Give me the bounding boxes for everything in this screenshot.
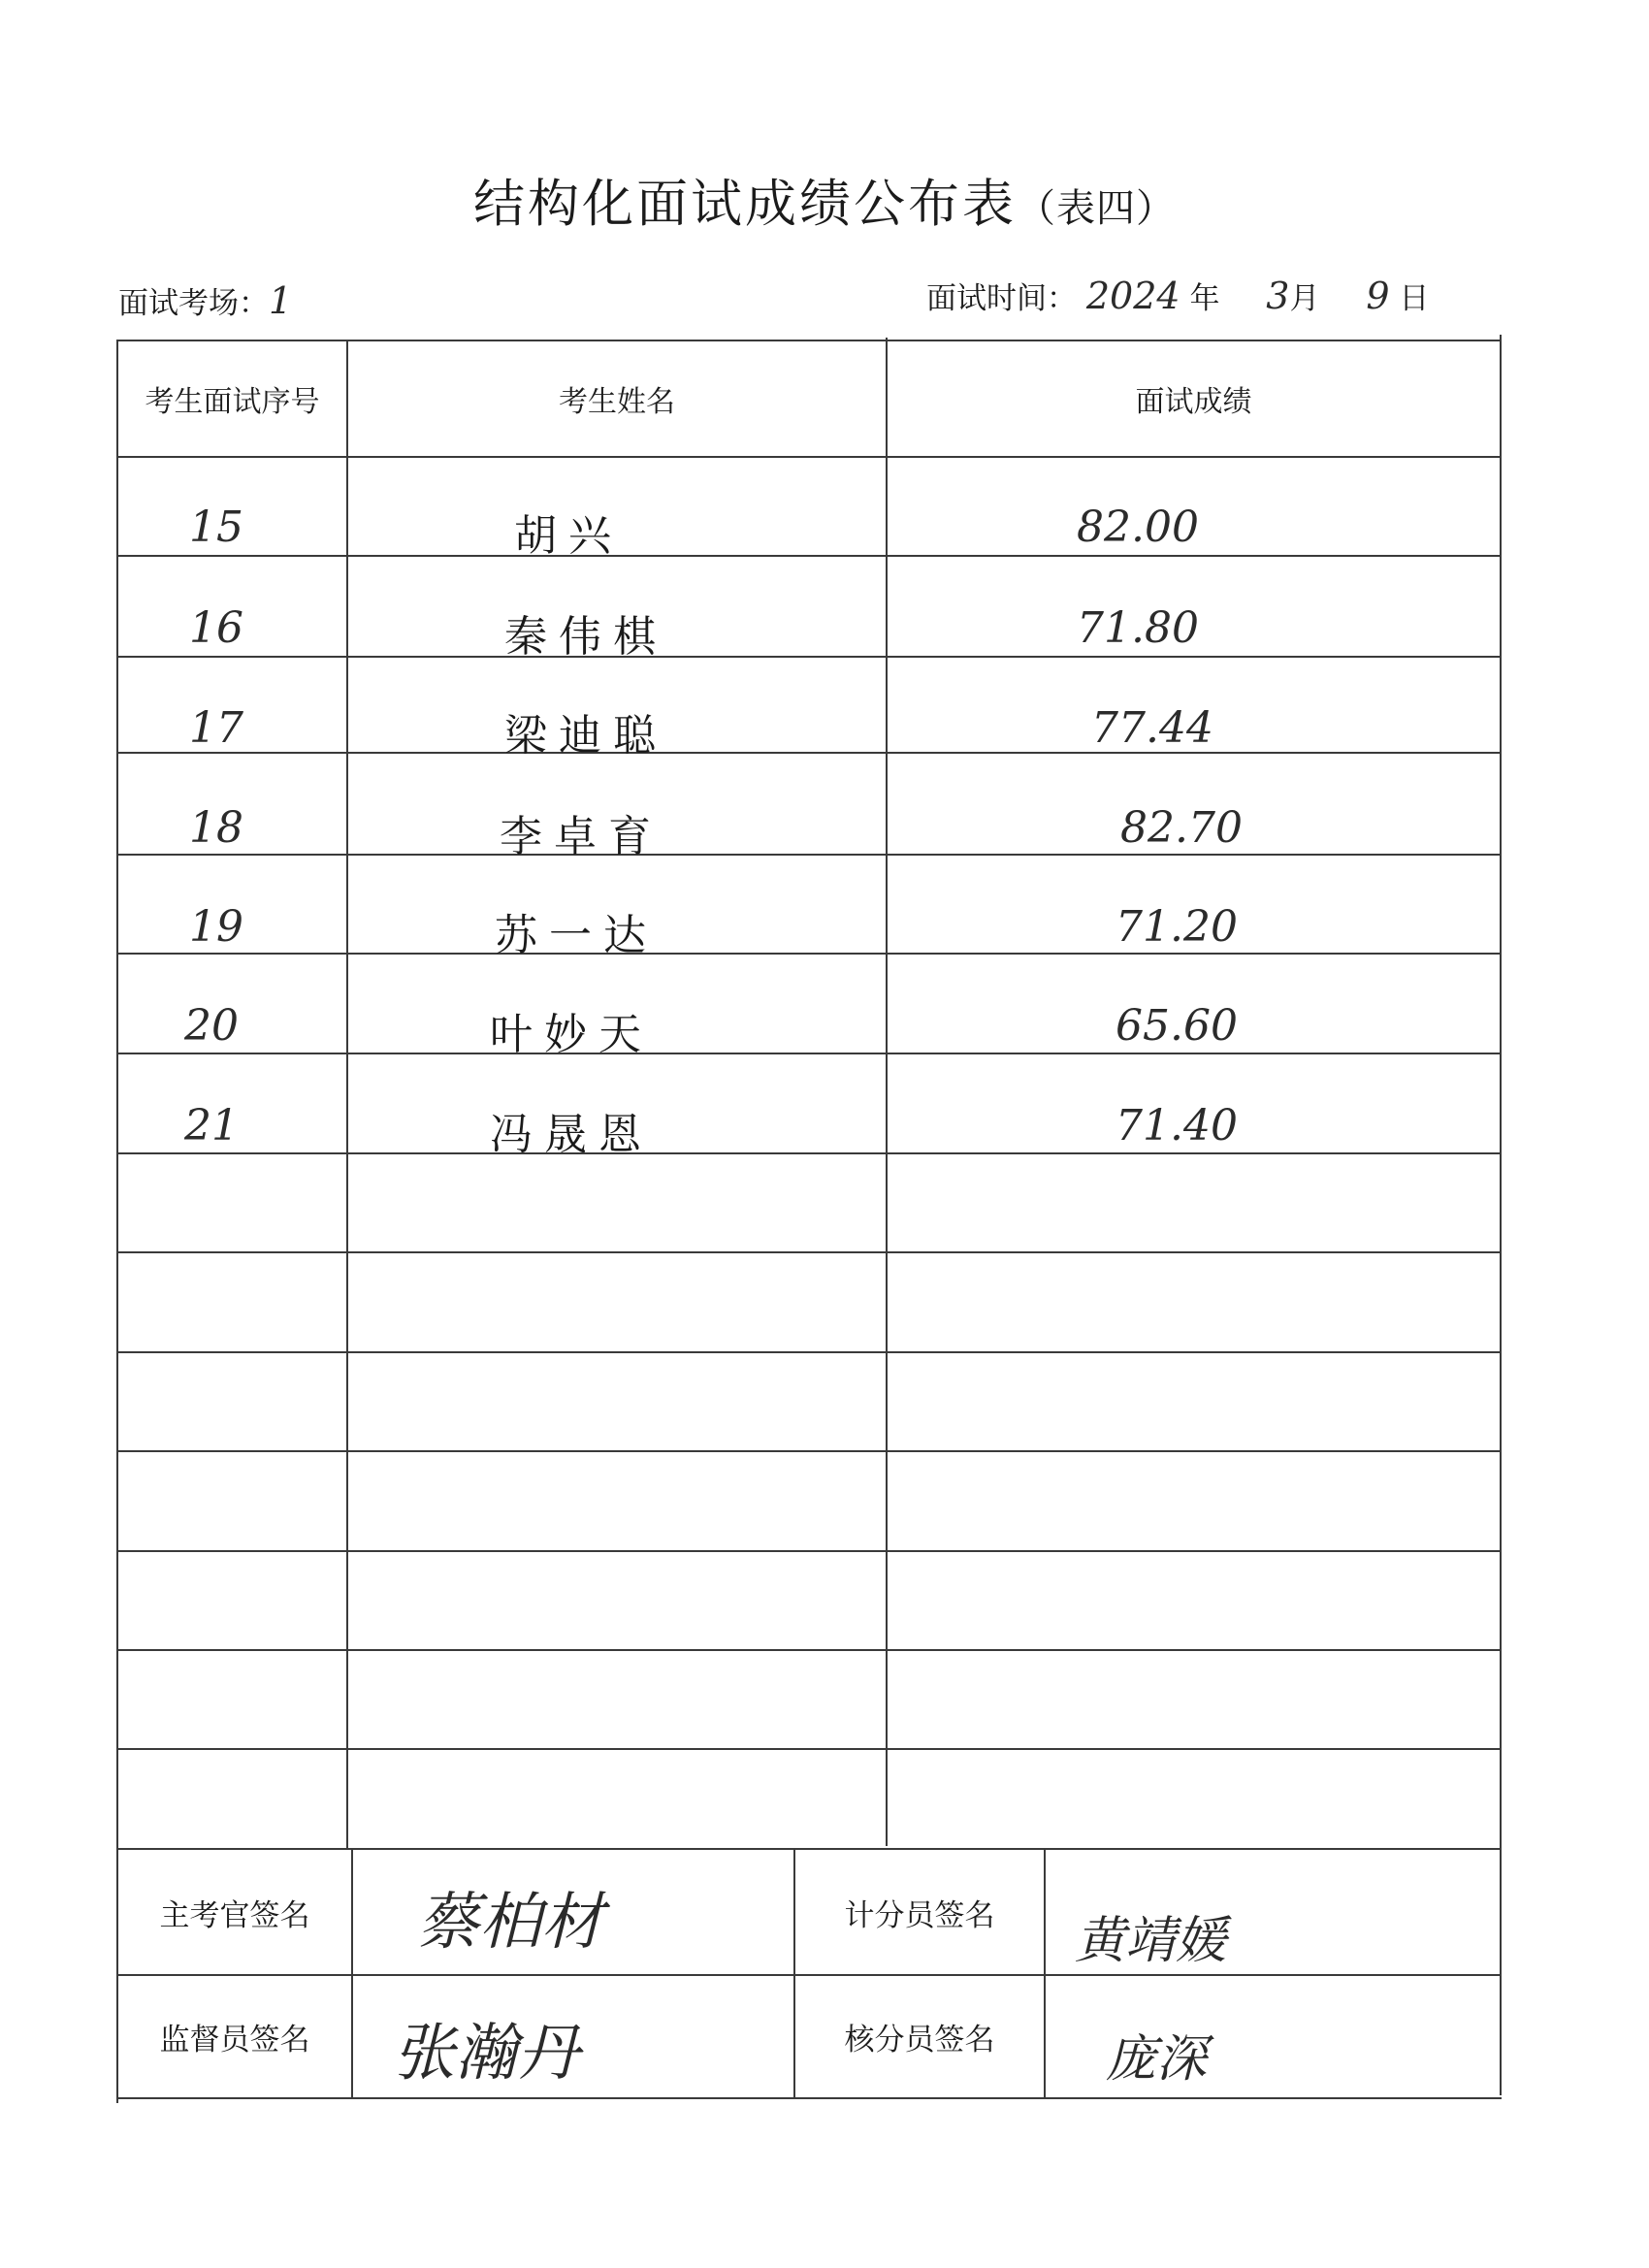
row-line — [116, 1152, 1502, 1154]
row-score: 82.70 — [1120, 803, 1243, 853]
row-line — [116, 456, 1502, 458]
sig-divider-3 — [1044, 1848, 1046, 2097]
venue-label: 面试考场： — [118, 286, 269, 321]
row-seq: 20 — [184, 1001, 239, 1051]
row-line — [116, 854, 1502, 856]
date-year-unit: 年 — [1189, 281, 1220, 316]
table-border-right — [1500, 335, 1502, 2095]
chief-examiner-signature: 蔡柏材 — [417, 1887, 603, 1959]
page-title — [0, 163, 1649, 237]
row-line — [116, 1251, 1502, 1253]
supervisor-signature: 张瀚丹 — [393, 2018, 579, 2090]
header-name: 考生姓名 — [559, 385, 675, 419]
row-line — [116, 1450, 1502, 1452]
checker-label: 核分员签名 — [844, 2023, 995, 2057]
row-score: 77.44 — [1091, 703, 1213, 753]
row-name: 秦伟棋 — [504, 612, 667, 662]
row-seq: 21 — [184, 1101, 239, 1150]
row-score: 71.20 — [1116, 902, 1238, 952]
checker-signature: 庞深 — [1106, 2030, 1208, 2089]
header-score: 面试成绩 — [1135, 385, 1252, 419]
time-label: 面试时间： — [926, 281, 1077, 316]
title-text: 结构化面试成绩公布表 — [473, 175, 1017, 234]
col-divider-2 — [886, 338, 888, 1846]
date-day-unit: 日 — [1399, 281, 1430, 316]
venue — [118, 278, 292, 322]
row-line — [116, 752, 1502, 754]
row-line — [116, 555, 1502, 557]
row-line — [116, 953, 1502, 955]
sig-divider-1 — [351, 1848, 353, 2097]
row-name: 苏一达 — [495, 911, 658, 960]
header-seq: 考生面试序号 — [145, 385, 320, 419]
date-month-unit: 月 — [1289, 281, 1320, 316]
row-seq: 18 — [189, 803, 243, 853]
row-line — [116, 1649, 1502, 1651]
table-border-left — [116, 340, 118, 2103]
col-divider-1 — [346, 340, 348, 1848]
title-suffix: （表四） — [1017, 186, 1176, 231]
scorer-signature: 黄靖媛 — [1075, 1912, 1227, 1970]
row-seq: 19 — [189, 902, 243, 952]
row-line — [116, 1550, 1502, 1552]
row-seq: 15 — [189, 502, 243, 552]
date-month: 3 — [1266, 275, 1290, 317]
row-score: 71.40 — [1116, 1101, 1238, 1150]
row-name: 胡兴 — [514, 511, 623, 561]
row-seq: 16 — [189, 603, 243, 653]
row-line — [116, 1053, 1502, 1054]
row-line — [116, 1351, 1502, 1353]
chief-examiner-label: 主考官签名 — [159, 1897, 310, 1933]
row-seq: 17 — [189, 703, 243, 753]
row-name: 梁迪聪 — [504, 711, 667, 761]
date-year: 2024 — [1085, 275, 1180, 317]
row-name: 李卓育 — [500, 812, 663, 861]
venue-value: 1 — [269, 279, 293, 322]
row-line — [116, 1748, 1502, 1750]
date-day: 9 — [1366, 275, 1390, 317]
scorer-label: 计分员签名 — [844, 1897, 995, 1933]
table-border-bottom — [116, 2097, 1502, 2099]
row-line — [116, 656, 1502, 658]
row-name: 冯晟恩 — [490, 1110, 653, 1159]
supervisor-label: 监督员签名 — [159, 2023, 310, 2057]
row-name: 叶妙天 — [490, 1010, 653, 1059]
row-score: 71.80 — [1077, 603, 1199, 653]
row-score: 65.60 — [1116, 1001, 1238, 1051]
row-score: 82.00 — [1077, 502, 1199, 552]
interview-date — [926, 274, 1429, 317]
